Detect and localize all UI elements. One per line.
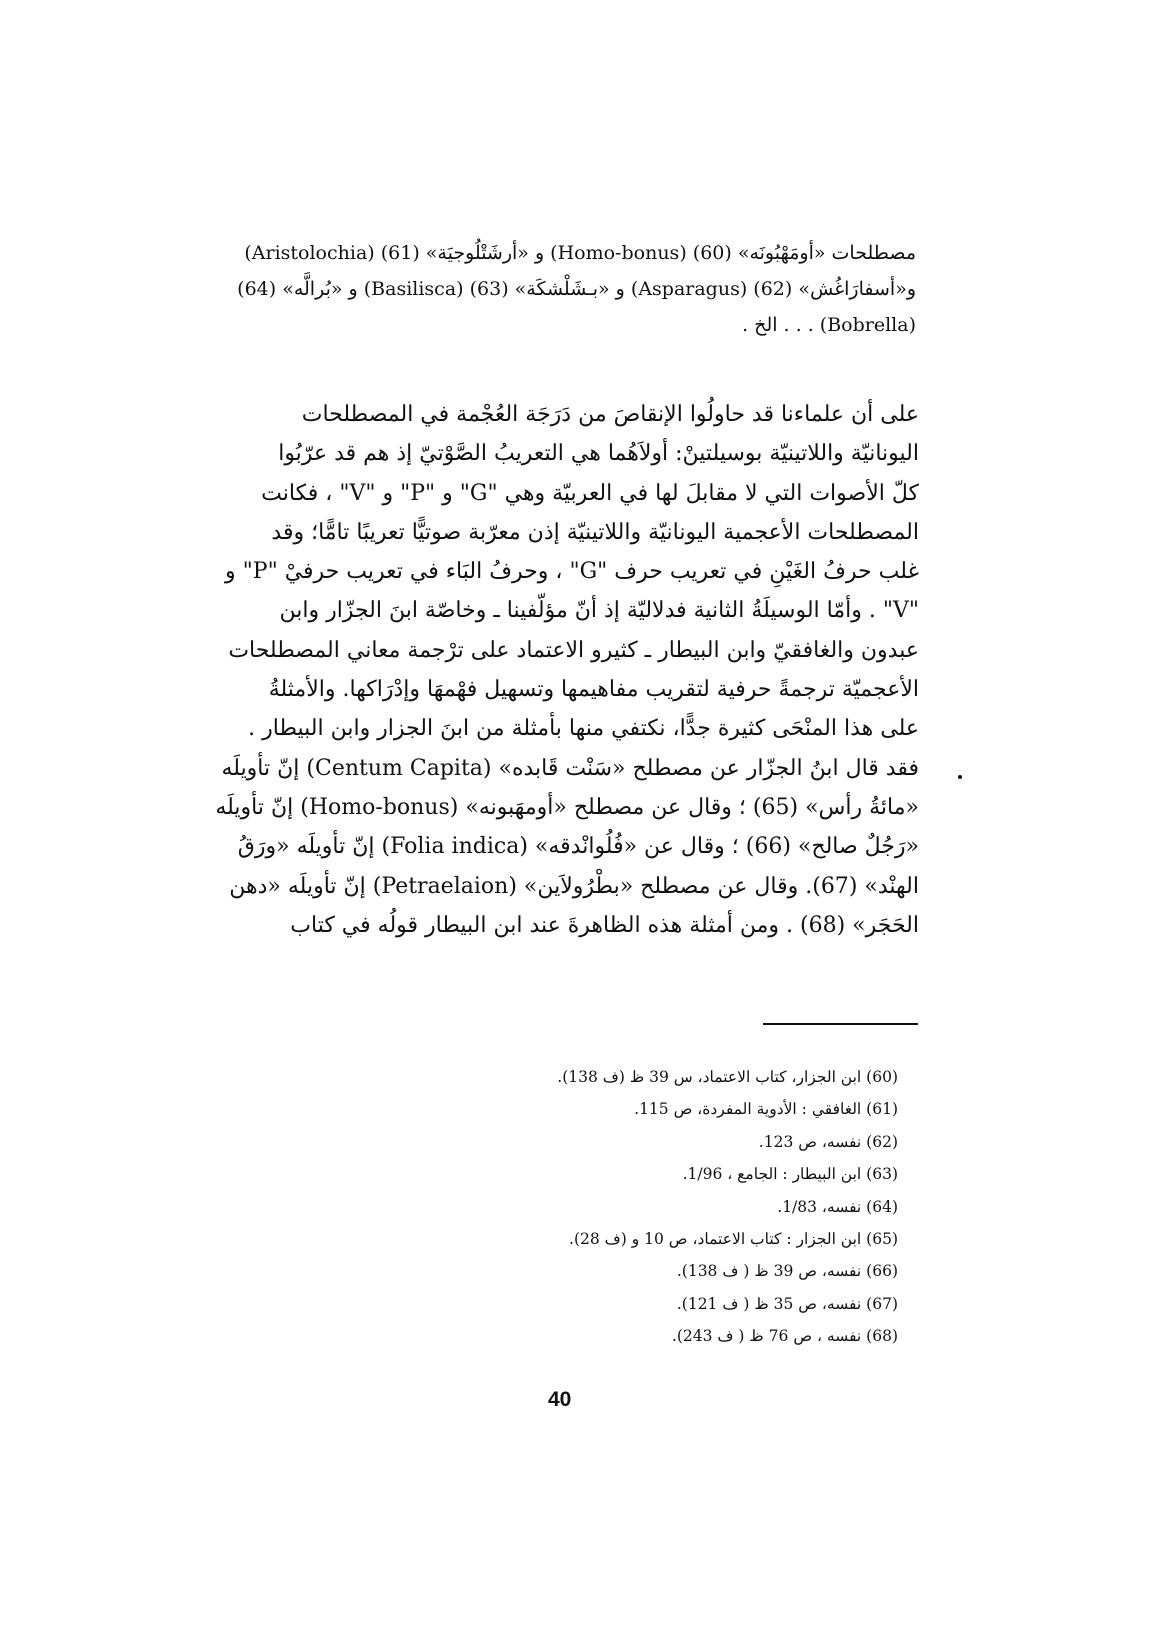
footnote: (64) نفسه، 1/83. (777, 1197, 898, 1216)
main-paragraph (215, 395, 919, 945)
text-line: الأعجميّة ترجمةً حرفية لتقريب مفاهيمها وتسهيل فهْمهَا وإدْرَاكها. والأمثلةُ (268, 677, 919, 703)
text-line: «رَجُلٌ صالح» (66) ؛ وقال عن «فُلُوانْدقه» (Folia indica) إنّ تأويلَه «ورَقُ (237, 834, 919, 860)
footnote-separator (763, 1023, 918, 1025)
margin-mark (958, 775, 962, 779)
text-line: (Bobrella) . . . الخ . (742, 314, 916, 336)
footnote: (65) ابن الجزار : كتاب الاعتماد، ص 10 و (ف 28). (569, 1229, 898, 1248)
text-line: فقد قال ابنُ الجزّار عن مصطلح «سَنْت قَابده» (Centum Capita) إنّ تأويلَه (221, 755, 919, 781)
footnotes (557, 1061, 898, 1353)
text-line: الحَجَر» (68) . ومن أمثلة هذه الظاهرةَ عند ابن البيطار قولُه في كتاب (290, 912, 919, 938)
text-line: «مائةُ رأس» (65) ؛ وقال عن مصطلح «أومهَبونه» (Homo-bonus) إنّ تأويلَه (215, 794, 919, 820)
footnote: (62) نفسه، ص 123. (758, 1132, 898, 1151)
footnote: (66) نفسه، ص 39 ظ ( ف 138). (676, 1262, 898, 1281)
text-line: مصطلحات «أومَهْبُونَه» (60) (Homo-bonus) و «أرشَتْلُوجيَة» (61) (Aristolochia) (244, 242, 916, 264)
top-paragraph (230, 235, 916, 343)
page-number: 40 (548, 1388, 572, 1411)
footnote: (68) نفسه ، ص 76 ظ ( ف 243). (671, 1327, 898, 1346)
footnote: (63) ابن البيطار : الجامع ، 1/96. (682, 1165, 898, 1184)
text-line: "V" . وأمّا الوسيلَةُ الثانية فدلاليّة إذ أنّ مؤلّفينا ـ وخاصّة ابنَ الجزّار وابن (279, 598, 919, 624)
text-line: اليونانيّة واللاتينيّة بوسيلتينْ: أولاَهُما هي التعريبُ الصَّوْتيّ إذ هم قد عرّبُوا (278, 441, 919, 467)
text-line: غلب حرفُ الغَيْنِ في تعريب حرف "G" ، وحرفُ البَاء في تعريب حرفيْ "P" و (225, 559, 919, 585)
text-line: على أن علماءنا قد حاولُوا الإنقاصَ من دَرَجَة العُجْمة في المصطلحات (301, 402, 919, 427)
text-line: الهنْد» (67). وقال عن مصطلح «بطْرُولاَين» (Petraelaion) إنّ تأويلَه «دهن (229, 873, 919, 899)
footnote: (67) نفسه، ص 35 ظ ( ف 121). (676, 1294, 898, 1313)
footnote: (60) ابن الجزار، كتاب الاعتماد، س 39 ظ (ف 138). (557, 1068, 898, 1086)
footnote: (61) الغافقي : الأدوية المفردة، ص 115. (634, 1100, 898, 1119)
text-line: عبدون والغافقيّ وابن البيطار ـ كثيرو الاعتماد على ترْجمة معاني المصطلحات (228, 637, 919, 663)
text-line: المصطلحات الأعجمية اليونانيّة واللاتينيّة إذن معرّبة صوتيًّا تعريبًا تامًّا؛ وقد (271, 519, 919, 545)
text-line: و«أسفارَاغُش» (62) (Asparagus) و «بـشَلْشكَة» (63) (Basilisca) و «بُرالَّه» (64) (237, 278, 916, 300)
text-line: على هذا المنْحَى كثيرة جدًّا، نكتفي منها بأمثلة من ابنَ الجزار وابن البيطار . (248, 716, 919, 742)
text-line: كلّ الأصوات التي لا مقابلَ لها في العربيّة وهي "G" و "P" و "V" ، فكانت (261, 480, 919, 506)
